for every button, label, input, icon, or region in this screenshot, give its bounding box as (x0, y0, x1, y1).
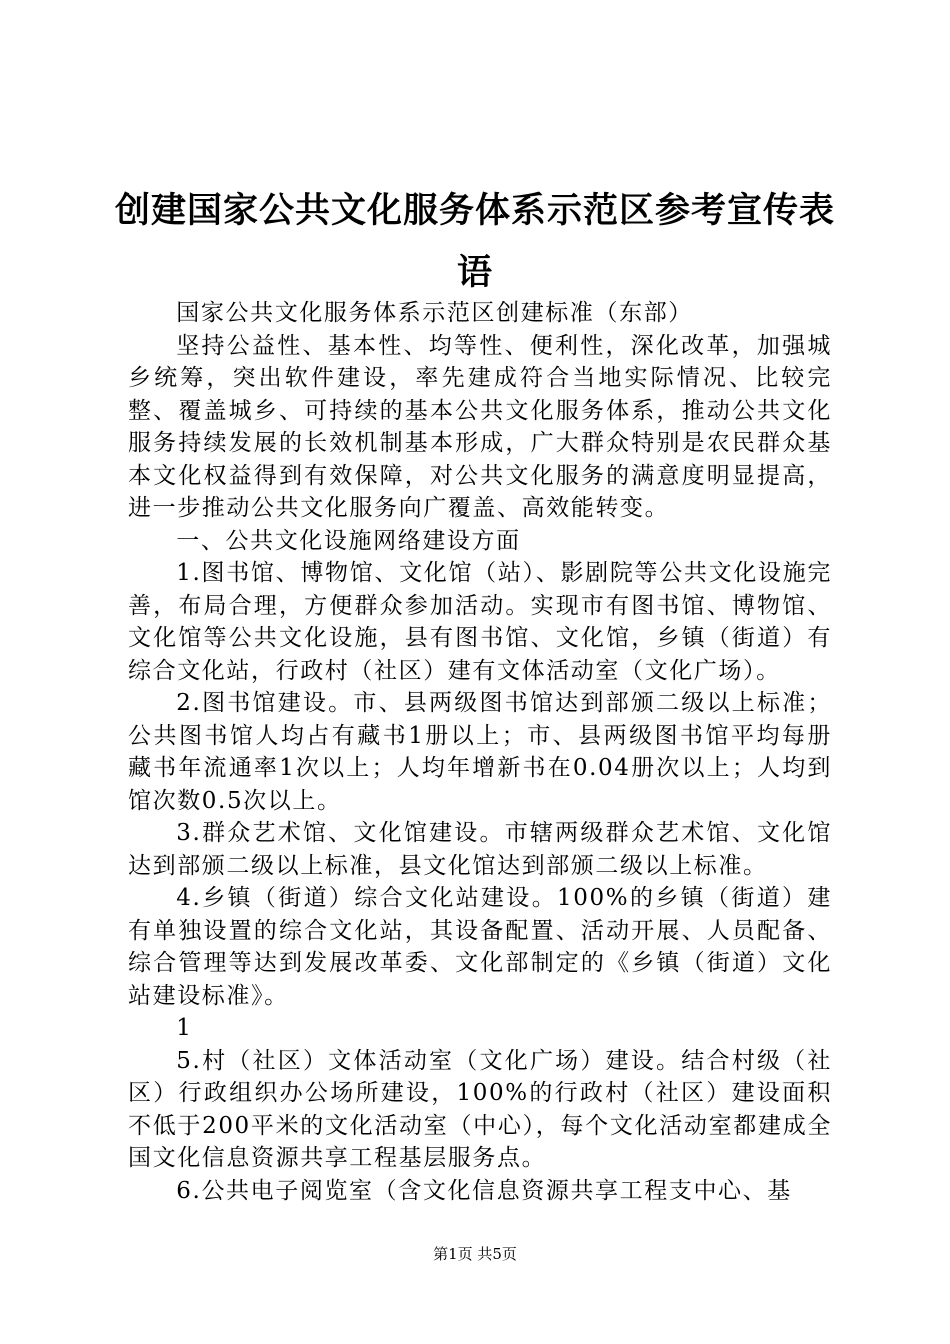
paragraph-item-3: 3.群众艺术馆、文化馆建设。市辖两级群众艺术馆、文化馆达到部颁二级以上标准，县文化馆达到部颁二级以上标准。 (128, 820, 832, 879)
paragraph-item-2: 2.图书馆建设。市、县两级图书馆达到部颁二级以上标准；公共图书馆人均占有藏书1册以上；市、县两级图书馆平均每册藏书年流通率1次以上；人均年增新书在0.04册次以上；人均到馆次数0.5次以上。 (128, 690, 832, 814)
inline-page-number: 1 (176, 1015, 193, 1041)
paragraph-standard-heading: 国家公共文化服务体系示范区创建标准（东部） (176, 300, 693, 326)
document-body (128, 297, 832, 1207)
paragraph-item-6: 6.公共电子阅览室（含文化信息资源共享工程支中心、基 (176, 1177, 792, 1204)
paragraph-intro: 坚持公益性、基本性、均等性、便利性，深化改革，加强城乡统筹，突出软件建设，率先建成符合当地实际情况、比较完整、覆盖城乡、可持续的基本公共文化服务体系，推动公共文化服务持续发展的长效机制基本形成，广大群众特别是农民群众基本文化权益得到有效保障，对公共文化服务的满意度明显提高，进一步推动公共文化服务向广覆盖、高效能转变。 (128, 332, 832, 521)
paragraph-item-5: 5.村（社区）文体活动室（文化广场）建设。结合村级（社区）行政组织办公场所建设，100%的行政村（社区）建设面积不低于200平米的文化活动室（中心），每个文化活动室都建成全国文化信息资源共享工程基层服务点。 (128, 1047, 832, 1171)
page-footer: 第1页 共5页 (433, 1245, 517, 1263)
paragraph-section-heading: 一、公共文化设施网络建设方面 (176, 527, 521, 554)
paragraph-item-4: 4.乡镇（街道）综合文化站建设。100%的乡镇（街道）建有单独设置的综合文化站，其设备配置、活动开展、人员配备、综合管理等达到发展改革委、文化部制定的《乡镇（街道）文化站建设标准》。 (128, 885, 832, 1009)
document-title: 创建国家公共文化服务体系示范区参考宣传表语 (114, 191, 835, 293)
paragraph-item-1: 1.图书馆、博物馆、文化馆（站）、影剧院等公共文化设施完善，布局合理，方便群众参加活动。实现市有图书馆、博物馆、文化馆等公共文化设施，县有图书馆、文化馆，乡镇（街道）有综合文化站，行政村（社区）建有文体活动室（文化广场）。 (128, 560, 832, 684)
